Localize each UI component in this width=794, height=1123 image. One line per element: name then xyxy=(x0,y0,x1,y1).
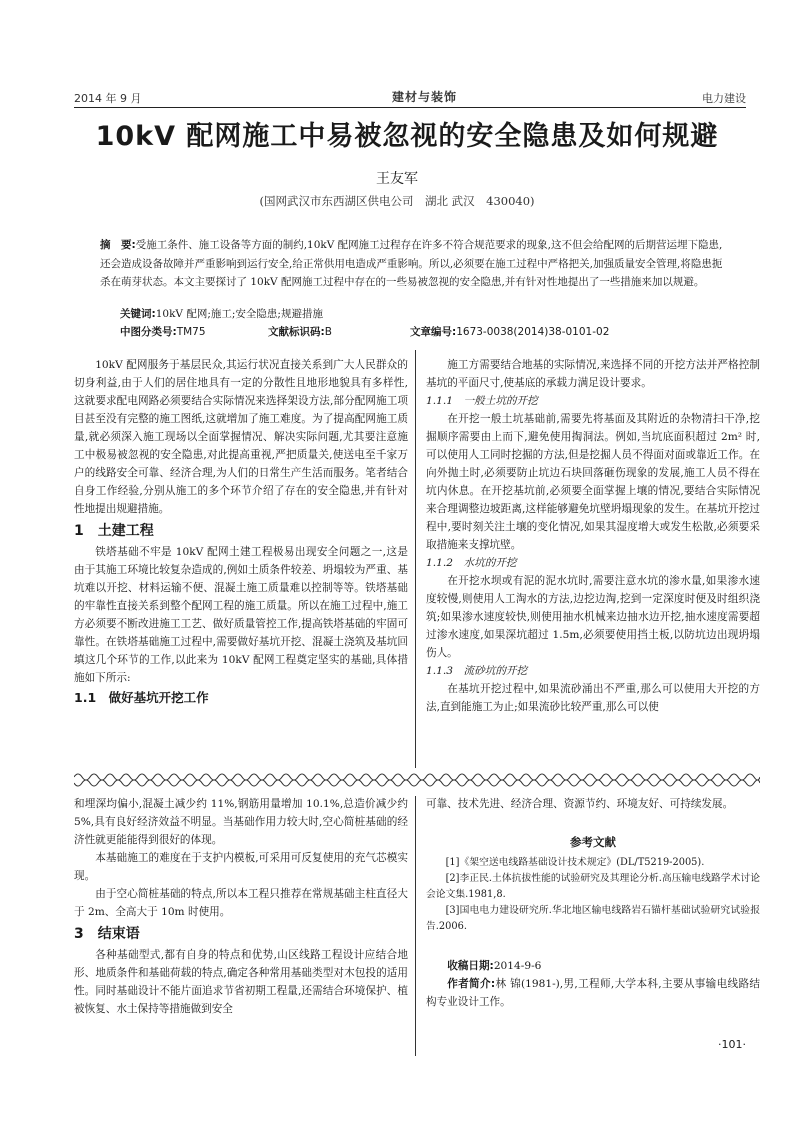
body-paragraph: 和埋深均偏小,混凝土减少约 11%,钢筋用量增加 10.1%,总造价减少约 5%,具有良好经济效益不明显。当基础作用力较大时,空心简桩基础的经济性就更能能得到很好的体现。 xyxy=(74,798,408,846)
section-name: 电力建设 xyxy=(702,92,746,105)
running-header xyxy=(74,88,746,106)
subsection-heading: 1.1 做好基坑开挖工作 xyxy=(74,690,209,705)
reference-item: [1]《架空送电线路基础设计技术规定》(DL/T5219-2005). xyxy=(445,857,705,868)
abstract-label: 摘 要: xyxy=(100,239,136,251)
page-number: ·101· xyxy=(718,1038,746,1051)
references-heading: 参考文献 xyxy=(570,835,616,849)
column-divider xyxy=(415,350,416,768)
article-number: 文章编号:1673-0038(2014)38-0101-02 xyxy=(410,326,610,338)
body-paragraph: 本基础施工的难度在于支护内模板,可采用可反复使用的充气芯模实现。 xyxy=(74,852,408,882)
column-top-left xyxy=(74,356,408,708)
header-rule xyxy=(74,107,746,108)
body-paragraph: 施工方需要结合地基的实际情况,来选择不同的开挖方法并严格控制基坑的平面尺寸,使基底的承载力满足设计要求。 xyxy=(426,359,760,389)
author-name: 王友军 xyxy=(376,171,418,187)
author-bio: 作者简介:林 锦(1981-),男,工程师,大学本科,主要从事输电线路结构专业设计工作。 xyxy=(426,978,760,1008)
affiliation: (国网武汉市东西湖区供电公司 湖北 武汉 430040) xyxy=(259,194,535,208)
subsubsection-heading: 1.1.1 一般土坑的开挖 xyxy=(426,395,538,407)
body-paragraph: 由于空心简桩基础的特点,所以本工程只推荐在常规基础主柱直径大于 2m、全高大于 10m 时使用。 xyxy=(74,888,408,918)
wave-separator xyxy=(74,769,760,793)
body-paragraph: 在基坑开挖过程中,如果流砂涌出不严重,那么可以使用大开挖的方法,直到能施工为止;如果流砂比较严重,那么可以使 xyxy=(426,683,760,713)
body-paragraph: 在开挖水坝或有泥的泥水坑时,需要注意水坑的渗水量,如果渗水速度较慢,则使用人工淘水的方法,边挖边淘,挖到一定深度时便及时组织浇筑;如果渗水速度较快,则使用抽水机械来边抽水边开挖,抽水速度需要超过渗水速度,如果深坑超过 1.5m,必须要使用挡土板,以防坑边出现坍塌伤人。 xyxy=(426,575,760,659)
keywords xyxy=(120,306,724,321)
body-paragraph: 在开挖一般土坑基础前,需要先将基面及其附近的杂物清扫干净,挖掘顺序需要由上而下,避免使用掏洞法。例如,当坑底面积超过 2m² 时,可以使用人工同时挖掘的方法,但是挖掘人员不得面对面或靠近工作。在向外抛土时,必须要防止坑边石块回落砸伤现象的发展,施工人员不得在坑内休息。在开挖基坑前,必须要全面掌握上壤的情况,要结合实际情况来合理调整边坡距离,这样能够避免坑壁坍塌现象的发生。在基坑开挖过程中,要时刻关注土壤的变化情况,如果其湿度增大或发生松散,必须要采取措施来支撑坑壁。 xyxy=(426,413,760,551)
reference-item: [3]国电电力建设研究所.华北地区输电线路岩石锚杆基础试验研究试验报告.2006. xyxy=(426,905,760,932)
reference-item: [2]李正民.土体抗拔性能的试验研究及其理论分析.高压输电线路学术讨论会论文集.1981,8. xyxy=(426,873,760,900)
issue-date: 2014 年 9 月 xyxy=(74,92,142,105)
column-bottom-right xyxy=(426,795,760,1011)
body-paragraph: 各种基础型式,都有自身的特点和优势,山区线路工程设计应结合地形、地质条件和基础荷载的特点,确定各种常用基础类型对木包投的适用性。同时基础设计不能片面追求节省初期工程量,还需结合环境保护、植被恢复、水土保持等措施做到安全 xyxy=(74,949,408,1015)
abstract xyxy=(100,236,724,292)
article-title: 10kV 配网施工中易被忽视的安全隐患及如何规避 xyxy=(95,121,719,152)
column-top-right xyxy=(426,356,760,716)
clc-code: 中图分类号:TM75 xyxy=(120,326,206,338)
section-heading: 1 土建工程 xyxy=(74,523,154,539)
abstract-text: 受施工条件、施工设备等方面的制约,10kV 配网施工过程存在许多不符合规范要求的现象,这不但会给配网的后期营运埋下隐患,还会造成设备故障并严重影响到运行安全,给正常供用电造成严重影响。所以,必须要在施工过程中严格把关,加强质量安全管理,将隐患扼杀在萌芽状态。本文主要探讨了 10kV 配网施工过程中存在的一些易被忽视的安全隐患,并有针对性地提出了一些措施来加以规避。 xyxy=(100,239,723,289)
section-heading: 3 结束语 xyxy=(74,926,140,942)
keywords-text: 10kV 配网;施工;安全隐患;规避措施 xyxy=(155,308,323,320)
keywords-label: 关键词: xyxy=(120,308,156,320)
subsubsection-heading: 1.1.2 水坑的开挖 xyxy=(426,557,517,569)
column-bottom-left xyxy=(74,795,408,1018)
journal-logo: 建材与装饰 xyxy=(392,90,458,104)
body-paragraph: 铁塔基础不牢是 10kV 配网土建工程极易出现安全问题之一,这是由于其施工环境比较复杂造成的,例如土质条件较差、坍塌较为严重、基坑难以开挖、材料运输不便、混凝土施工质量难以控制等等。铁塔基础的牢靠性直接关系到整个配网工程的施工质量。所以在施工过程中,施工方必须要不断改进施工工艺、做好质量管控工作,提高铁塔基础的牢固可靠性。在铁塔基础施工过程中,需要做好基坑开挖、混凝土浇筑及基坑回填这几个环节的工作,以此来为 10kV 配网工程奠定坚实的基础,具体措施如下所示: xyxy=(74,546,408,684)
intro-paragraph: 10kV 配网服务于基层民众,其运行状况直接关系到广大人民群众的切身利益,由于人们的居住地具有一定的分散性且地形地貌具有多样性,这就要求配电网路必须要结合实际情况来选择架设方法,部分配网施工项目甚至没有完整的施工图纸,这就增加了施工难度。为了提高配网施工质量,就必须深入施工现场以全面掌握情况、解决实际问题,尤其要注意施工中极易被忽视的安全隐患,对此提高重视,严把质量关,使送电至千家万户的线路安全可靠、经济合理,为人们的日常生产生活而服务。笔者结合自身工作经验,分别从施工的多个环节介绍了存在的安全隐患,并有针对性地提出规避措施。 xyxy=(74,359,408,515)
subsubsection-heading: 1.1.3 流砂坑的开挖 xyxy=(426,665,528,677)
received-date: 收稿日期:2014-9-6 xyxy=(447,960,542,972)
doc-code: 文献标识码:B xyxy=(268,326,332,338)
column-divider xyxy=(415,796,416,1056)
body-paragraph: 可靠、技术先进、经济合理、资源节约、环境友好、可持续发展。 xyxy=(426,798,734,810)
